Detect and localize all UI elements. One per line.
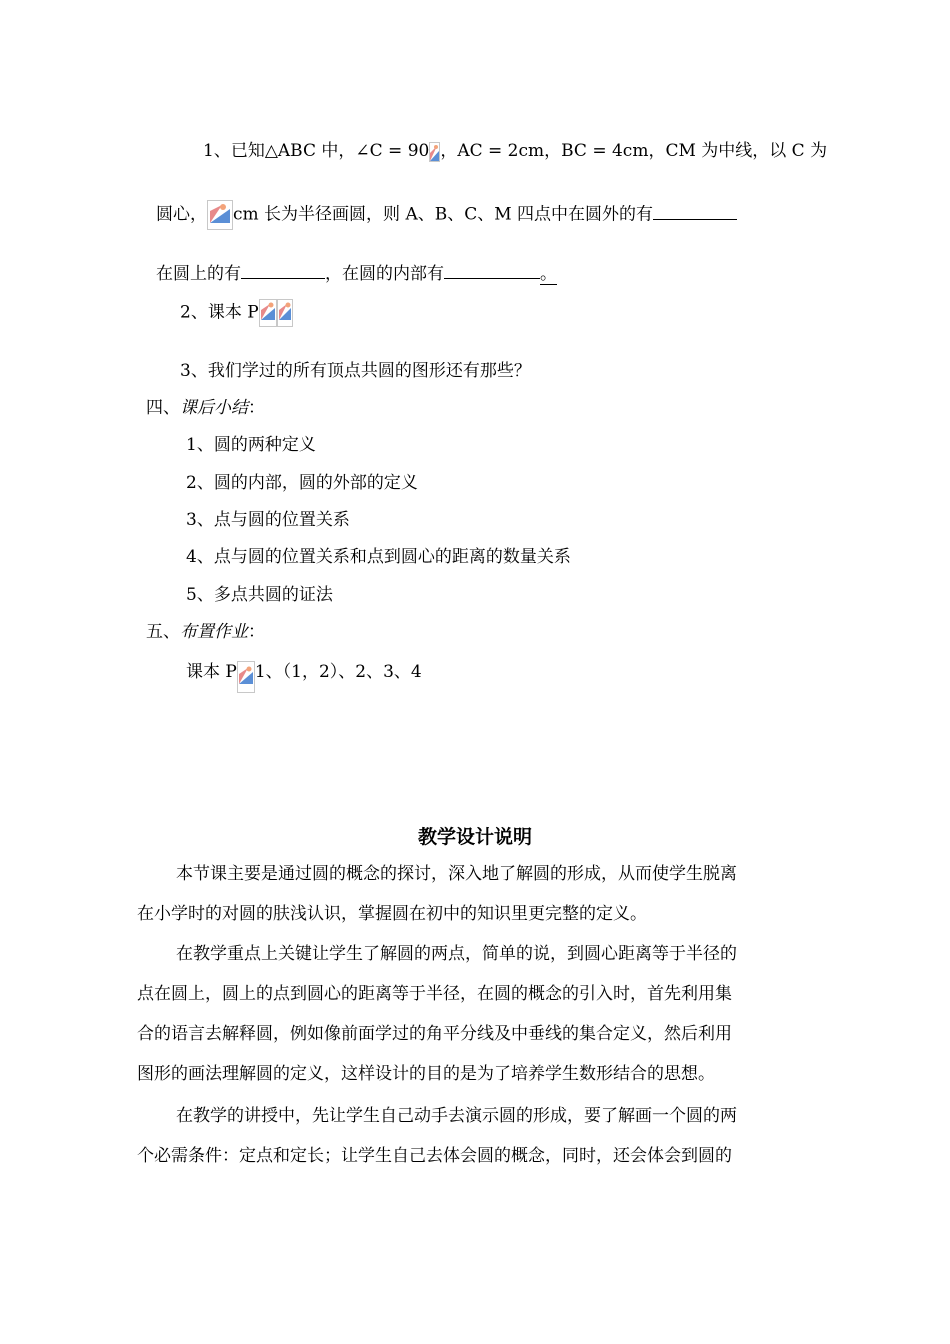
summary-heading-num: 四、 — [146, 398, 180, 418]
q3-line — [180, 360, 531, 382]
summary-heading — [146, 397, 265, 419]
q1-line3-text-a: 在圆上的有 — [156, 264, 241, 284]
q1-line1-text-b: ，AC = 2cm，BC = 4cm，CM 为中线，以 C 为 — [440, 141, 828, 161]
broken-image-icon — [237, 661, 255, 693]
q3-text: 3、我们学过的所有顶点共圆的图形还有那些？ — [180, 361, 531, 381]
summary-item: 3、点与圆的位置关系 — [186, 510, 350, 530]
design-notes-title: 教学设计说明 — [417, 826, 532, 848]
design-notes-line: 个必需条件：定点和定长；让学生自己去体会圆的概念，同时，还会体会到圆的 — [137, 1146, 732, 1166]
answer-blank-outside[interactable] — [653, 201, 737, 220]
design-notes-line: 点在圆上，圆上的点到圆心的距离等于半径，在圆的概念的引入时，首先利用集 — [137, 984, 732, 1004]
design-notes-line: 合的语言去解释圆，例如像前面学过的角平分线及中垂线的集合定义，然后利用 — [137, 1024, 732, 1044]
homework-heading-text: 布置作业 — [180, 622, 248, 642]
broken-image-icon — [259, 299, 277, 327]
summary-item: 4、点与圆的位置关系和点到圆心的距离的数量关系 — [186, 547, 571, 567]
homework-heading-colon: ： — [248, 622, 265, 642]
design-notes-line: 图形的画法理解圆的定义，这样设计的目的是为了培养学生数形结合的思想。 — [137, 1064, 715, 1084]
q1-line1 — [203, 140, 827, 162]
q1-line3-text-c: 。 — [540, 264, 557, 284]
q1-line3-text-b: ，在圆的内部有 — [325, 264, 444, 284]
design-notes-line: 在教学的讲授中，先让学生自己动手去演示圆的形成，要了解画一个圆的两 — [176, 1106, 737, 1126]
q2-text: 2、课本 P — [180, 302, 259, 323]
summary-item: 2、圆的内部，圆的外部的定义 — [186, 473, 418, 493]
summary-item: 1、圆的两种定义 — [186, 435, 316, 455]
broken-image-icon — [277, 299, 293, 327]
homework-heading-num: 五、 — [146, 622, 180, 642]
q1-line1-text-a: 1、已知△ABC 中，∠C = 90 — [203, 141, 430, 161]
q1-line2-text-a: 圆心， — [156, 204, 207, 225]
q1-line3 — [156, 260, 557, 285]
answer-blank-on[interactable] — [241, 260, 325, 279]
homework-text-b: 1、（1，2）、2、3、4 — [254, 662, 422, 682]
answer-blank-inside[interactable] — [444, 260, 540, 279]
design-notes-line: 在小学时的对圆的肤浅认识，掌握圆在初中的知识里更完整的定义。 — [137, 904, 647, 924]
q1-line2 — [156, 200, 737, 230]
broken-image-icon — [207, 200, 233, 230]
design-notes-line: 在教学重点上关键让学生了解圆的两点，简单的说，到圆心距离等于半径的 — [176, 944, 737, 964]
homework-text-a: 课本 P — [186, 662, 237, 682]
q2-line — [180, 299, 293, 327]
summary-heading-colon: ： — [248, 398, 265, 418]
homework-line — [186, 661, 422, 693]
summary-item: 5、多点共圆的证法 — [186, 585, 333, 605]
homework-heading — [146, 621, 265, 643]
design-notes-line: 本节课主要是通过圆的概念的探讨，深入地了解圆的形成，从而使学生脱离 — [176, 864, 737, 884]
summary-heading-text: 课后小结 — [180, 398, 248, 418]
q1-line2-text-b: cm 长为半径画圆，则 A、B、C、M 四点中在圆外的有 — [233, 204, 654, 225]
broken-image-icon — [429, 142, 440, 162]
